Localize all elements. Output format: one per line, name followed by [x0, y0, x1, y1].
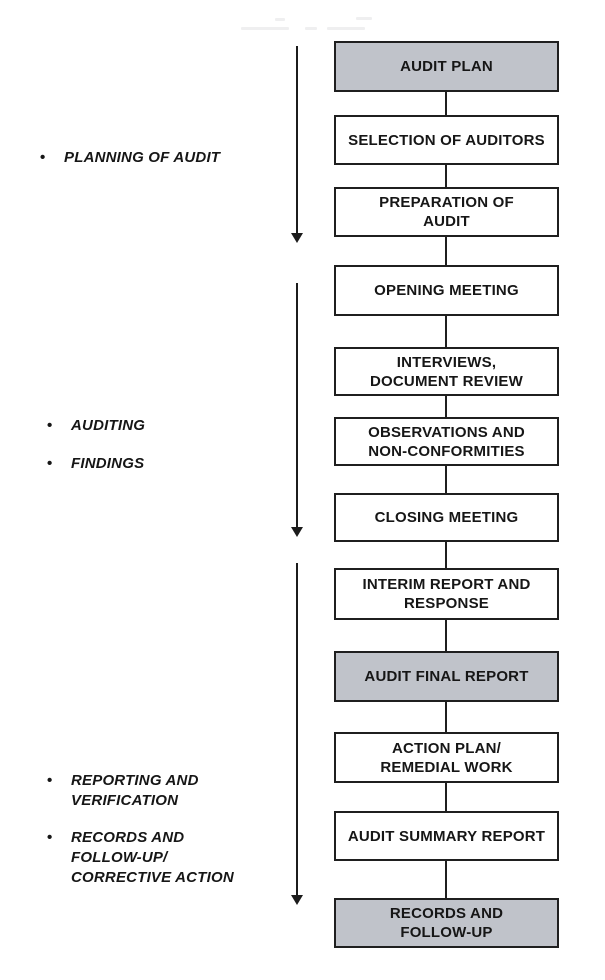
phase-note-auditing — [71, 416, 145, 436]
phase-note-label: REPORTING AND — [71, 772, 199, 789]
flow-step-audit-plan — [334, 41, 559, 92]
flow-step-label: AUDIT FINAL REPORT — [364, 668, 529, 685]
flow-step-opening-meeting — [334, 265, 559, 316]
flow-step-selection-of-auditors — [334, 115, 559, 165]
scan-artifact-dash — [241, 27, 289, 30]
flow-step-label: FOLLOW-UP — [400, 924, 493, 941]
phase-note-label: PLANNING OF AUDIT — [64, 149, 221, 166]
flow-connector — [445, 702, 447, 732]
scan-artifact-dash — [305, 27, 317, 30]
bullet-icon: • — [40, 149, 46, 166]
flow-step-label: AUDIT PLAN — [400, 58, 493, 75]
phase-note-findings — [71, 454, 144, 474]
arrow-down-icon — [291, 895, 303, 905]
phase-note-label: AUDITING — [71, 417, 146, 434]
flow-connector — [445, 396, 447, 417]
flow-connector — [445, 165, 447, 187]
bullet-icon: • — [47, 772, 53, 789]
scan-artifact-dash — [327, 27, 365, 30]
scan-artifact-dash — [356, 17, 372, 20]
flow-step-label: AUDIT — [423, 213, 470, 230]
phase-arrow-line — [296, 46, 298, 233]
phase-note-label: CORRECTIVE ACTION — [71, 869, 234, 886]
bullet-icon: • — [47, 417, 53, 434]
flow-step-label: RECORDS AND — [389, 905, 504, 922]
flow-connector — [445, 542, 447, 568]
flow-step-closing-meeting — [334, 493, 559, 542]
flow-step-label: SELECTION OF AUDITORS — [348, 131, 545, 149]
flow-connector — [445, 316, 447, 347]
phase-note-records-and-follow-up-corrective-action — [71, 828, 234, 888]
flow-step-action-plan-remedial-work — [334, 732, 559, 783]
bullet-icon: • — [47, 455, 53, 472]
flow-connector — [445, 466, 447, 493]
phase-arrow-line — [296, 283, 298, 527]
phase-note-reporting-and-verification — [71, 771, 199, 811]
flow-step-label: RESPONSE — [404, 595, 489, 612]
flow-step-interim-report-and-response — [334, 568, 559, 620]
phase-note-label: FINDINGS — [71, 455, 145, 472]
phase-note-label: FOLLOW-UP/ — [71, 849, 168, 866]
flow-step-label: INTERVIEWS, — [396, 353, 497, 371]
flow-step-observations-and-non-conformities — [334, 417, 559, 466]
flow-step-records-and-follow-up — [334, 898, 559, 948]
flow-step-label: AUDIT SUMMARY REPORT — [347, 827, 546, 845]
flow-connector — [445, 783, 447, 811]
flow-step-label: REMEDIAL WORK — [380, 758, 513, 776]
bullet-icon: • — [47, 829, 53, 846]
flow-step-preparation-of-audit — [334, 187, 559, 237]
flow-step-audit-summary-report — [334, 811, 559, 861]
flow-step-label: PREPARATION OF — [379, 194, 514, 211]
flow-step-label: DOCUMENT REVIEW — [370, 372, 523, 390]
phase-note-planning-of-audit — [64, 148, 220, 168]
flow-connector — [445, 92, 447, 115]
flow-step-interviews-document-review — [334, 347, 559, 396]
arrow-down-icon — [291, 233, 303, 243]
flow-step-label: CLOSING MEETING — [374, 509, 519, 526]
flow-connector — [445, 861, 447, 898]
phase-note-label: VERIFICATION — [71, 792, 179, 809]
scan-artifact-dash — [275, 18, 285, 21]
flow-step-label: ACTION PLAN/ — [391, 739, 502, 757]
arrow-down-icon — [291, 527, 303, 537]
flow-step-label: INTERIM REPORT AND — [362, 576, 531, 593]
phase-arrow-line — [296, 563, 298, 895]
flow-step-label: OPENING MEETING — [374, 282, 519, 299]
flow-step-label: NON-CONFORMITIES — [368, 442, 525, 460]
phase-note-label: RECORDS AND — [71, 829, 185, 846]
flow-step-label: OBSERVATIONS AND — [368, 423, 525, 441]
flow-connector — [445, 237, 447, 265]
flow-step-audit-final-report — [334, 651, 559, 702]
flow-connector — [445, 620, 447, 651]
